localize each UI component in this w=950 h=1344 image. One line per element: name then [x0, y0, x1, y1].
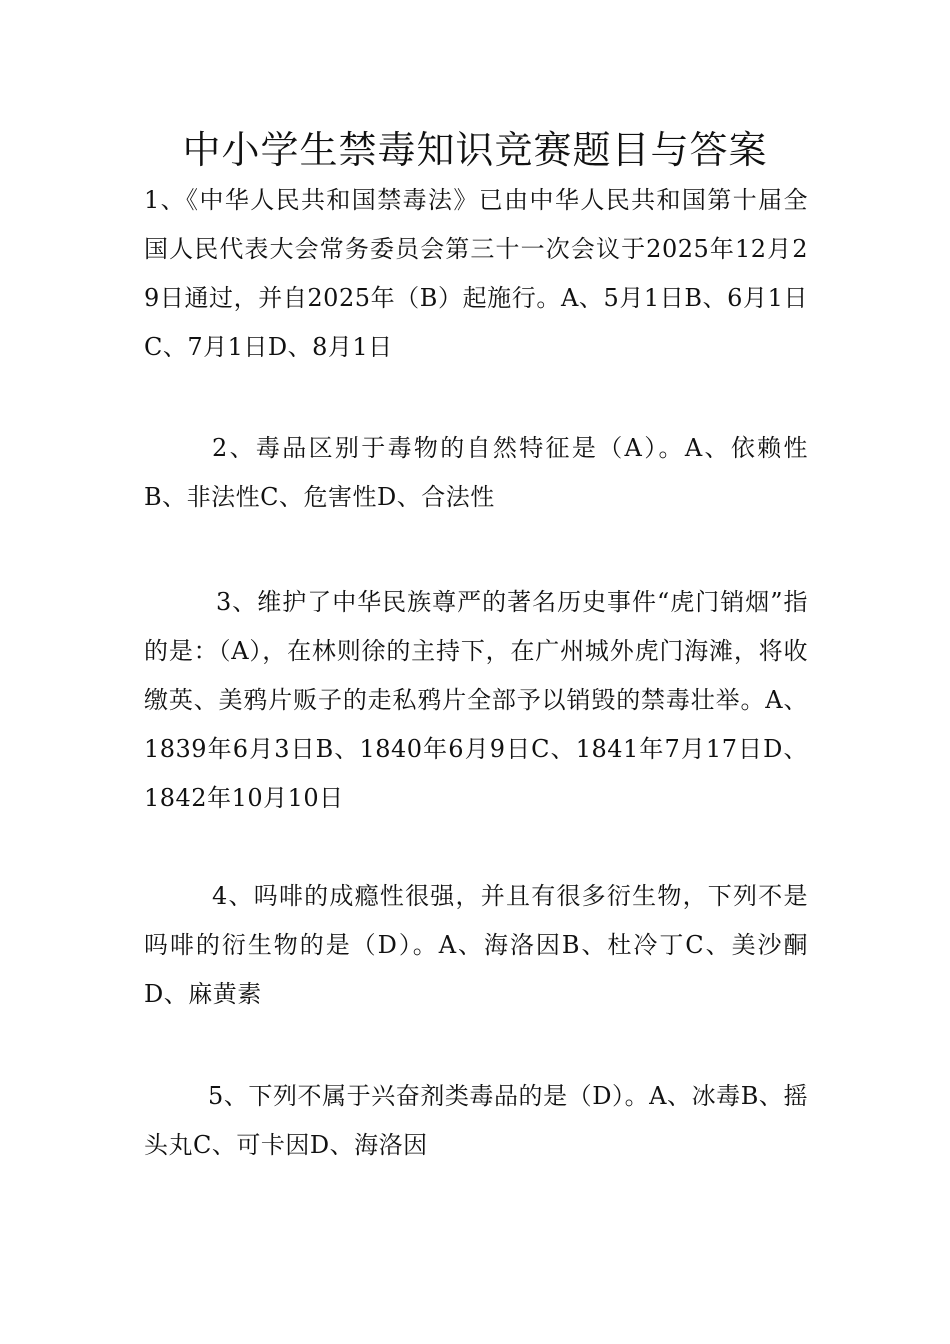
question-4: 4、吗啡的成瘾性很强，并且有很多衍生物，下列不是吗啡的衍生物的是（D）。A、海洛因B、杜冷丁C、美沙酮D、麻黄素: [144, 882, 808, 1008]
question-1: 1、《中华人民共和国禁毒法》已由中华人民共和国第十届全国人民代表大会常务委员会第三十一次会议于2025年12月29日通过，并自2025年（B）起施行。A、5月1日B、6月1日C、7月1日D、8月1日: [144, 186, 808, 361]
question-5: 5、下列不属于兴奋剂类毒品的是（D）。A、冰毒B、摇头丸C、可卡因D、海洛因: [144, 1082, 808, 1159]
document-title: 中小学生禁毒知识竞赛题目与答案: [182, 128, 768, 172]
question-2: 2、毒品区别于毒物的自然特征是（A）。A、依赖性B、非法性C、危害性D、合法性: [144, 434, 808, 511]
question-3: 3、维护了中华民族尊严的著名历史事件“虎门销烟”指的是：（A），在林则徐的主持下，在广州城外虎门海滩，将收缴英、美鸦片贩子的走私鸦片全部予以销毁的禁毒壮举。A、1839年6月3日B、1840年6月9日C、1841年7月17日D、1842年10月10日: [144, 588, 808, 812]
